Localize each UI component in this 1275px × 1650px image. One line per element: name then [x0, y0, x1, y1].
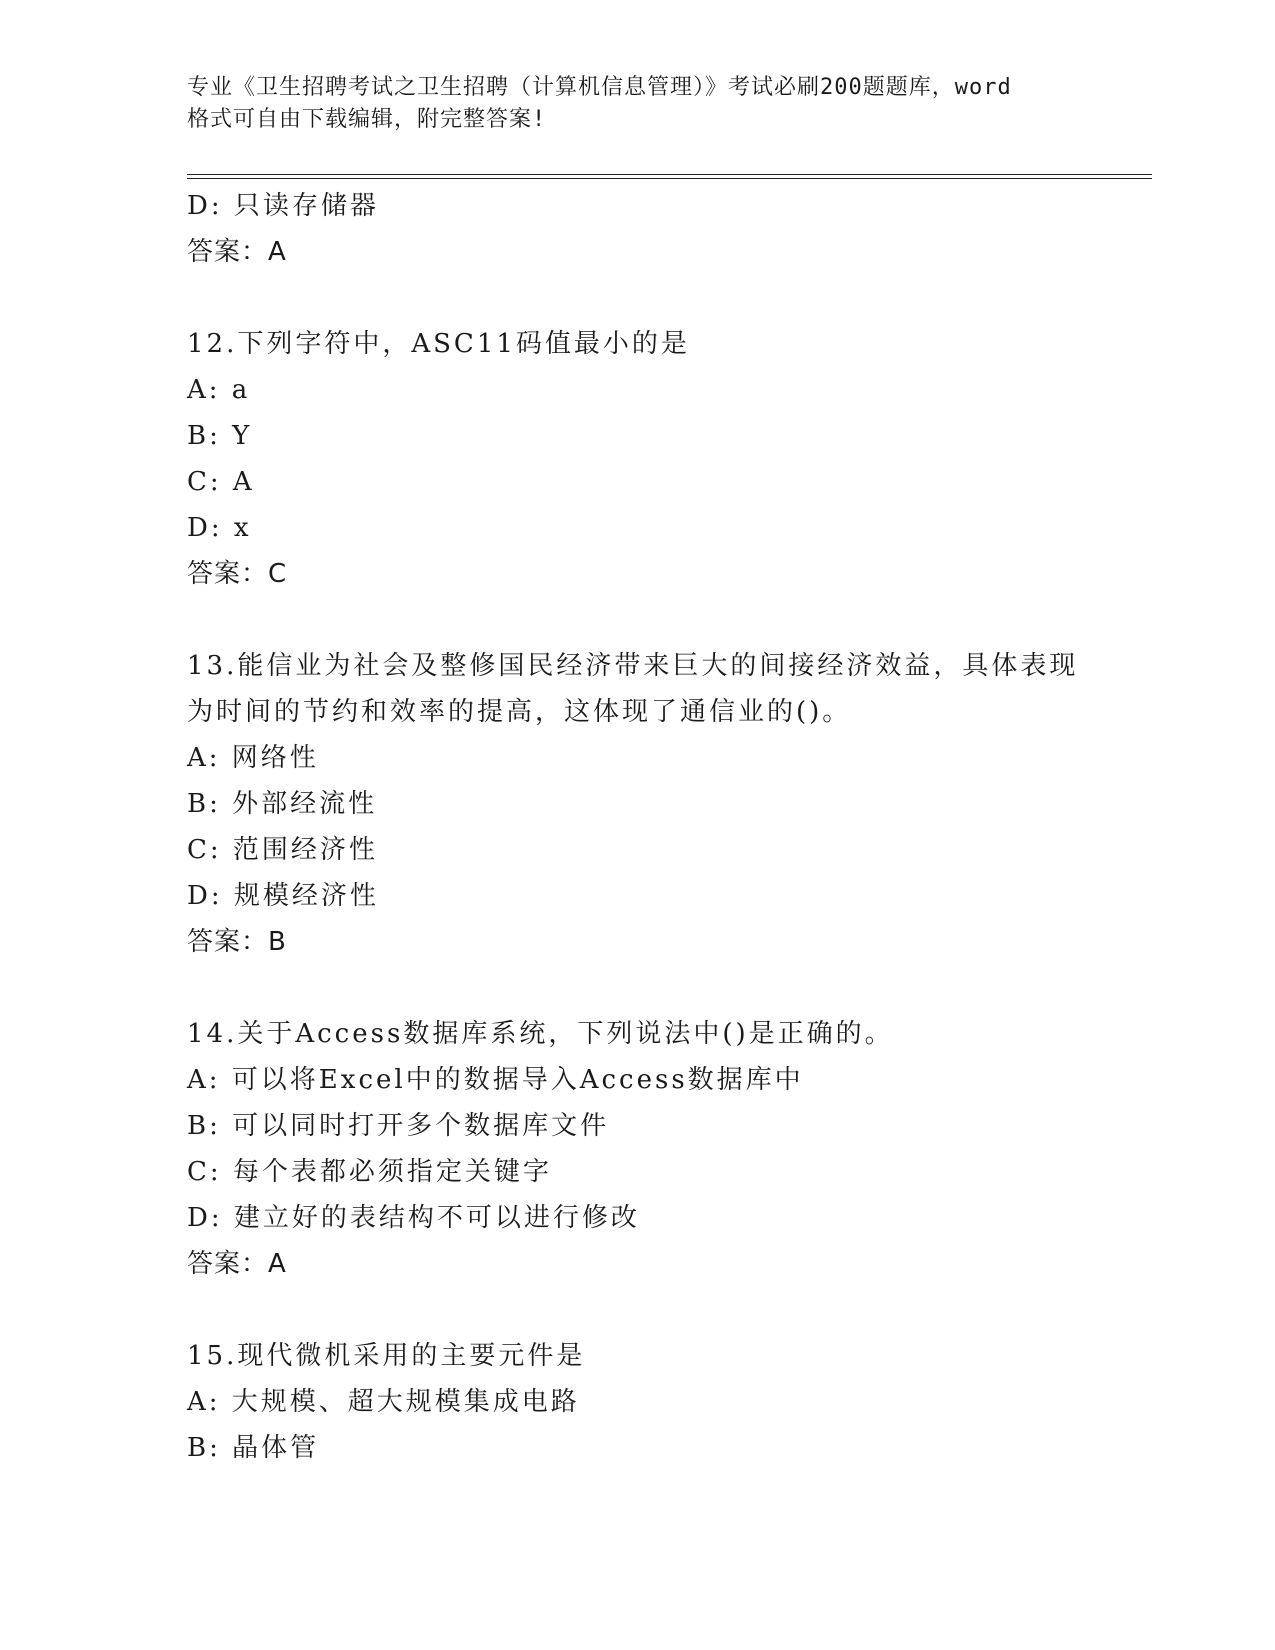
option-a: A: a: [187, 375, 251, 405]
question-stem: 14.关于Access数据库系统，下列说法中()是正确的。: [187, 1019, 894, 1049]
option-b: B: 外部经流性: [187, 789, 378, 819]
option-d: D: 只读存储器: [187, 191, 379, 221]
option-d: D: 规模经济性: [187, 881, 379, 911]
option-c: C: 范围经济性: [187, 835, 378, 865]
option-b: B: Y: [187, 421, 253, 451]
answer: 答案：C: [187, 559, 288, 589]
option-a: A: 网络性: [187, 743, 319, 773]
spacer: [187, 597, 1152, 643]
spacer: [187, 275, 1152, 321]
question-13: [187, 643, 1152, 965]
option-d: D: x: [187, 513, 252, 543]
option-b: B: 晶体管: [187, 1433, 320, 1463]
question-14: [187, 1011, 1152, 1287]
document-page: [187, 72, 1152, 1471]
option-a: A: 大规模、超大规模集成电路: [187, 1387, 580, 1417]
document-header: [187, 72, 1152, 136]
header-double-rule: [187, 174, 1152, 179]
answer: 答案：B: [187, 927, 287, 957]
spacer: [187, 1287, 1152, 1333]
question-stem: 15.现代微机采用的主要元件是: [187, 1341, 586, 1371]
option-b: B: 可以同时打开多个数据库文件: [187, 1111, 610, 1141]
question-11-fragment: [187, 183, 1152, 275]
spacer: [187, 965, 1152, 1011]
option-c: C: 每个表都必须指定关键字: [187, 1157, 552, 1187]
answer: 答案：A: [187, 1249, 287, 1279]
answer: 答案：A: [187, 237, 287, 267]
header-title-line-2: 格式可自由下载编辑，附完整答案!: [187, 107, 547, 132]
option-c: C: A: [187, 467, 255, 497]
question-15: [187, 1333, 1152, 1471]
option-d: D: 建立好的表结构不可以进行修改: [187, 1203, 640, 1233]
question-stem-line-2: 为时间的节约和效率的提高，这体现了通信业的()。: [187, 697, 852, 727]
question-12: [187, 321, 1152, 597]
header-title-line-1: 专业《卫生招聘考试之卫生招聘（计算机信息管理）》考试必刷200题题库，word: [187, 75, 1012, 100]
option-a: A: 可以将Excel中的数据导入Access数据库中: [187, 1065, 804, 1095]
question-stem: 12.下列字符中，ASC11码值最小的是: [187, 329, 690, 359]
question-stem-line-1: 13.能信业为社会及整修国民经济带来巨大的间接经济效益，具体表现: [187, 651, 1079, 681]
